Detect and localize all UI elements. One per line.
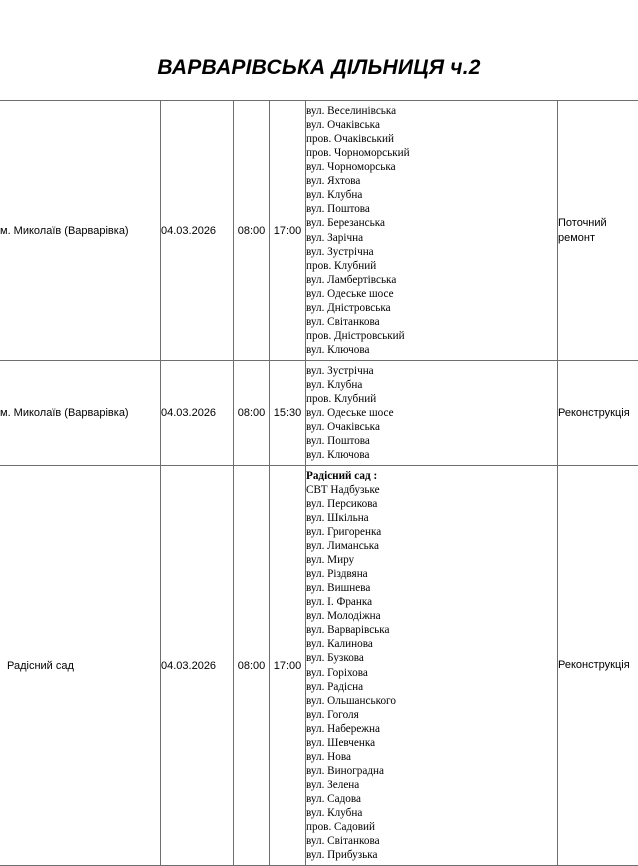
street-name: вул. Молодіжна <box>306 609 557 623</box>
street-name: вул. Березанська <box>306 216 557 230</box>
street-name: вул. Світанкова <box>306 315 557 329</box>
work-type-cell: Реконструкція <box>558 361 638 466</box>
streets-cell <box>306 361 558 466</box>
street-name: вул. Набережна <box>306 722 557 736</box>
start-time-cell: 08:00 <box>234 466 270 866</box>
end-time-cell: 15:30 <box>270 361 306 466</box>
location-cell: Радісний сад <box>0 466 161 866</box>
street-name: вул. Радісна <box>306 680 557 694</box>
street-list <box>306 364 557 462</box>
street-name: вул. Садова <box>306 792 557 806</box>
outage-schedule-table <box>0 100 638 866</box>
street-name: вул. Яхтова <box>306 174 557 188</box>
street-name: вул. Персикова <box>306 497 557 511</box>
street-name: вул. Ключова <box>306 343 557 357</box>
street-name: пров. Садовий <box>306 820 557 834</box>
street-name: вул. Світанкова <box>306 834 557 848</box>
street-name: вул. Зарічна <box>306 231 557 245</box>
street-name: вул. Веселинівська <box>306 104 557 118</box>
street-name: вул. Різдвяна <box>306 567 557 581</box>
work-type-cell: Реконструкція <box>558 466 638 866</box>
street-name: вул. Варварівська <box>306 623 557 637</box>
street-name: СВТ Надбузьке <box>306 483 557 497</box>
street-name: вул. Очаківська <box>306 420 557 434</box>
street-name: вул. Шевченка <box>306 736 557 750</box>
street-name: вул. Бузкова <box>306 651 557 665</box>
street-name: вул. Зелена <box>306 778 557 792</box>
table-row <box>0 101 638 361</box>
street-name: вул. Гоголя <box>306 708 557 722</box>
page-title: ВАРВАРІВСЬКА ДІЛЬНИЦЯ ч.2 <box>0 56 638 80</box>
street-name: вул. Одеське шосе <box>306 406 557 420</box>
street-name: вул. Прибузька <box>306 848 557 862</box>
location-cell: м. Миколаїв (Варварівка) <box>0 101 161 361</box>
street-name: вул. Виноградна <box>306 764 557 778</box>
street-list <box>306 104 557 357</box>
street-name: вул. Очаківська <box>306 118 557 132</box>
street-name: вул. Клубна <box>306 806 557 820</box>
street-list <box>306 483 557 862</box>
street-name: вул. Одеське шосе <box>306 287 557 301</box>
street-name: вул. Клубна <box>306 378 557 392</box>
section-heading: Радісний сад : <box>306 469 557 483</box>
street-name: вул. Нова <box>306 750 557 764</box>
work-type-label: Поточний ремонт <box>558 216 622 246</box>
street-name: вул. Лиманська <box>306 539 557 553</box>
street-name: вул. Ключова <box>306 448 557 462</box>
street-name: вул. Поштова <box>306 434 557 448</box>
street-name: вул. Ламбертівська <box>306 273 557 287</box>
table-row <box>0 466 638 866</box>
end-time-cell: 17:00 <box>270 101 306 361</box>
street-name: пров. Чорноморський <box>306 146 557 160</box>
street-name: вул. Зустрічна <box>306 245 557 259</box>
end-time-cell: 17:00 <box>270 466 306 866</box>
street-name: вул. Вишнева <box>306 581 557 595</box>
start-time-cell: 08:00 <box>234 361 270 466</box>
street-name: пров. Клубний <box>306 259 557 273</box>
street-name: вул. І. Франка <box>306 595 557 609</box>
street-name: вул. Поштова <box>306 202 557 216</box>
streets-cell <box>306 101 558 361</box>
street-name: пров. Дністровський <box>306 329 557 343</box>
work-type-cell <box>558 101 638 361</box>
street-name: вул. Чорноморська <box>306 160 557 174</box>
date-cell: 04.03.2026 <box>161 361 234 466</box>
street-name: вул. Калинова <box>306 637 557 651</box>
table-row <box>0 361 638 466</box>
street-name: вул. Ольшанського <box>306 694 557 708</box>
street-name: пров. Клубний <box>306 392 557 406</box>
date-cell: 04.03.2026 <box>161 466 234 866</box>
location-cell: м. Миколаїв (Варварівка) <box>0 361 161 466</box>
start-time-cell: 08:00 <box>234 101 270 361</box>
street-name: вул. Миру <box>306 553 557 567</box>
street-name: вул. Дністровська <box>306 301 557 315</box>
street-name: вул. Горіхова <box>306 666 557 680</box>
street-name: вул. Зустрічна <box>306 364 557 378</box>
street-name: вул. Шкільна <box>306 511 557 525</box>
street-name: вул. Григоренка <box>306 525 557 539</box>
street-name: пров. Очаківський <box>306 132 557 146</box>
street-name: вул. Клубна <box>306 188 557 202</box>
streets-cell <box>306 466 558 866</box>
date-cell: 04.03.2026 <box>161 101 234 361</box>
